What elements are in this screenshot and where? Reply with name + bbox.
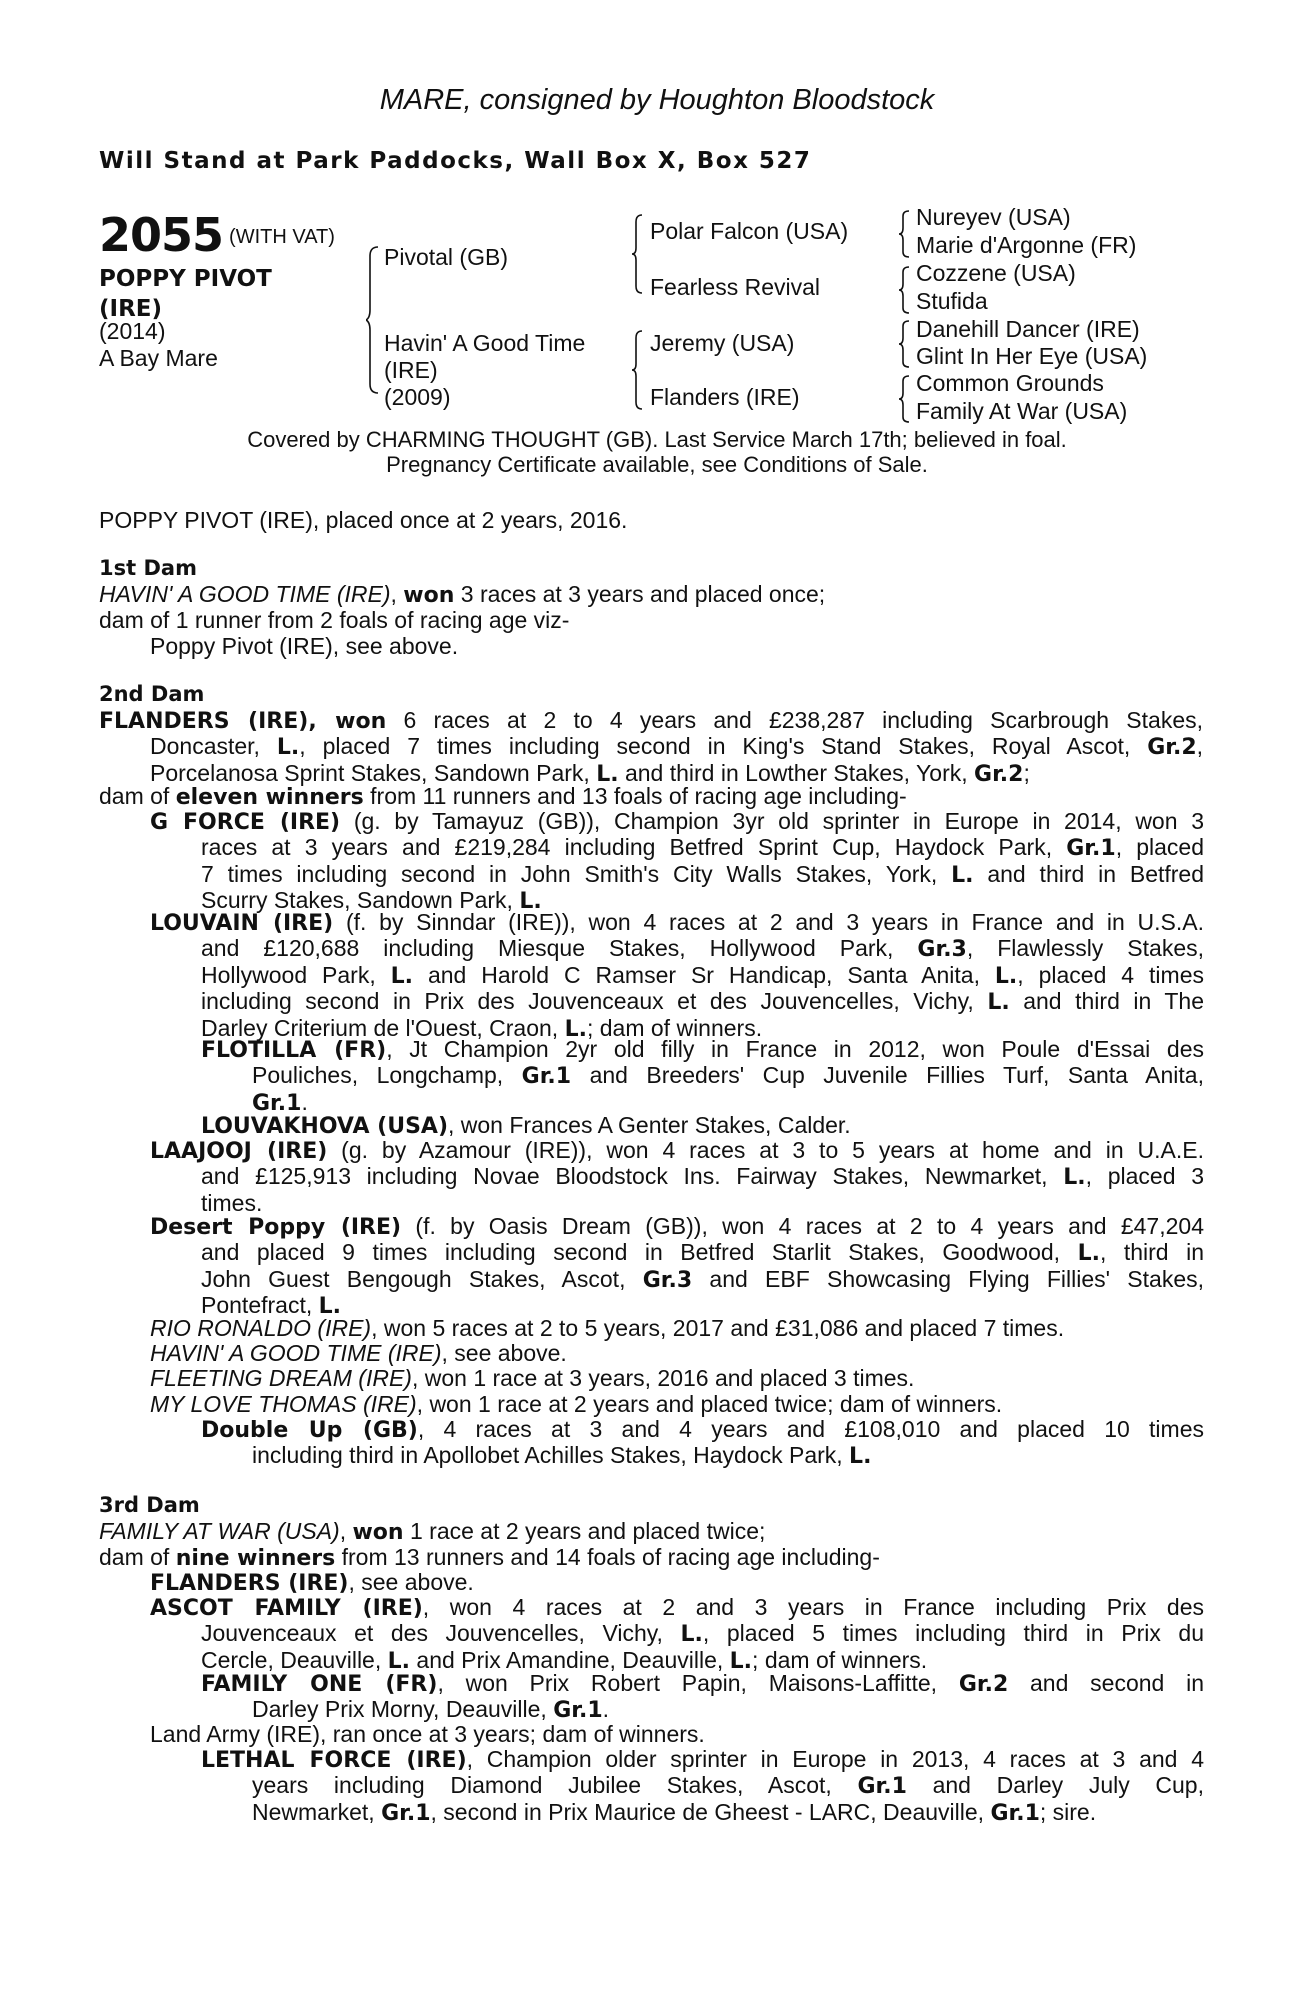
lot-heading: MARE, consigned by Houghton Bloodstock <box>379 84 935 116</box>
lot-number-line <box>99 208 335 262</box>
havin-entry: HAVIN' A GOOD TIME (IRE), see above. <box>150 1340 567 1366</box>
sire-dam: Fearless Revival <box>650 274 820 300</box>
pedigree-brace-sire <box>632 214 644 294</box>
dam-sire: Jeremy (USA) <box>650 330 795 356</box>
pedigree-brace-main <box>366 246 380 394</box>
lot-number: 2055 <box>99 208 224 262</box>
sire-sire: Polar Falcon (USA) <box>650 218 849 244</box>
vat-note: (WITH VAT) <box>229 226 335 248</box>
sire: Pivotal (GB) <box>384 244 508 270</box>
dam-name: Havin' A Good Time (IRE) (2009) <box>384 330 586 410</box>
my-love-thomas-entry: MY LOVE THOMAS (IRE), won 1 race at 2 years and placed twice; dam of winners. <box>150 1391 1003 1417</box>
pedigree-brace-dam <box>632 330 644 410</box>
great-grandsire-1: Nureyev (USA) <box>916 204 1071 230</box>
great-granddam-4: Family At War (USA) <box>916 398 1128 424</box>
first-dam-entry: HAVIN' A GOOD TIME (IRE), won 3 races at 3 years and placed once; dam of 1 runner from 2 foals of racing age viz- Poppy Pivot (IRE), see above. <box>99 581 826 659</box>
great-grandsire-3: Danehill Dancer (IRE) <box>916 316 1140 342</box>
great-grandsire-4: Common Grounds <box>916 370 1104 396</box>
rio-ronaldo-entry: RIO RONALDO (IRE), won 5 races at 2 to 5 years, 2017 and £31,086 and placed 7 times. <box>150 1315 1065 1341</box>
great-grandsire-2: Cozzene (USA) <box>916 260 1076 286</box>
desert-poppy-entry: Desert Poppy (IRE) (f. by Oasis Dream (GB)), won 4 races at 2 to 4 years and £47,204 and placed 9 times including second in Betfred Starlit Stakes, Goodwood, L., third in John Guest Bengough Stakes, Ascot, Gr.3 and EBF Showcasing Flying Fillies' Stakes, Pontefract, L. <box>150 1213 1204 1320</box>
covering-note: Covered by CHARMING THOUGHT (GB). Last Service March 17th; believed in foal. Pregnancy Certificate available, see Conditions of Sale. <box>247 427 1067 477</box>
louvakhova-entry: LOUVAKHOVA (USA), won Frances A Genter Stakes, Calder. <box>201 1112 851 1139</box>
horse-name: POPPY PIVOT (IRE) <box>99 266 272 322</box>
pedigree-brace-ss <box>899 210 911 258</box>
great-granddam-1: Marie d'Argonne (FR) <box>916 232 1137 258</box>
flotilla-entry: FLOTILLA (FR), Jt Champion 2yr old filly in France in 2012, won Poule d'Essai des Pouliches, Longchamp, Gr.1 and Breeders' Cup Juvenile Fillies Turf, Santa Anita, Gr.1. <box>201 1036 1204 1116</box>
fleeting-dream-entry: FLEETING DREAM (IRE), won 1 race at 3 years, 2016 and placed 3 times. <box>150 1365 915 1391</box>
g-force-entry: G FORCE (IRE) (g. by Tamayuz (GB)), Champion 3yr old sprinter in Europe in 2014, won 3 races at 3 years and £219,284 including Betfred Sprint Cup, Haydock Park, Gr.1, placed 7 times including second in John Smith's City Walls Stakes, York, L. and third in Betfred Scurry Stakes, Sandown Park, L. <box>150 808 1205 915</box>
great-granddam-3: Glint In Her Eye (USA) <box>916 343 1148 369</box>
second-dam-heading: 2nd Dam <box>99 682 205 706</box>
family-one-entry: FAMILY ONE (FR), won Prix Robert Papin, Maisons-Laffitte, Gr.2 and second in Darley Prix Morny, Deauville, Gr.1. <box>201 1670 1204 1724</box>
stand-location: Will Stand at Park Paddocks, Wall Box X, Box 527 <box>99 148 812 174</box>
dam-dam: Flanders (IRE) <box>650 384 800 410</box>
lot-summary: POPPY PIVOT (IRE), placed once at 2 years, 2016. <box>99 507 628 533</box>
second-dam-produce: dam of eleven winners from 11 runners and 13 foals of racing age including- <box>99 783 907 810</box>
pedigree-brace-sd <box>899 266 911 314</box>
horse-info <box>99 318 218 372</box>
pedigree-brace-ds <box>899 320 911 368</box>
great-granddam-2: Stufida <box>916 288 988 314</box>
flanders-entry: FLANDERS (IRE), won 6 races at 2 to 4 years and £238,287 including Scarbrough Stakes, Doncaster, L., placed 7 times including second in King's Stand Stakes, Royal Ascot, Gr.2, Porcelanosa Sprint Stakes, Sandown Park, L. and third in Lowther Stakes, York, Gr.2; <box>99 707 1204 787</box>
land-army-entry: Land Army (IRE), ran once at 3 years; dam of winners. <box>150 1721 705 1747</box>
louvain-entry: LOUVAIN (IRE) (f. by Sinndar (IRE)), won 4 races at 2 and 3 years in France and in U.S.A. and £120,688 including Miesque Stakes, Hollywood Park, Gr.3, Flawlessly Stakes, Hollywood Park, L. and Harold C Ramser Sr Handicap, Santa Anita, L., placed 4 times including second in Prix des Jouvenceaux et des Jouvencelles, Vichy, L. and third in The Darley Criterium de l'Ouest, Craon, L.; dam of winners. <box>150 909 1204 1042</box>
double-up-entry: Double Up (GB), 4 races at 3 and 4 years and £108,010 and placed 10 times including third in Apollobet Achilles Stakes, Haydock Park, L. <box>201 1416 1204 1470</box>
third-dam-entry: FAMILY AT WAR (USA), won 1 race at 2 years and placed twice; dam of nine winners from 13 runners and 14 foals of racing age including- <box>99 1518 880 1572</box>
third-dam-heading: 3rd Dam <box>99 1493 200 1517</box>
flanders-see-above: FLANDERS (IRE), see above. <box>150 1569 474 1596</box>
pedigree-brace-dd <box>899 375 911 423</box>
lethal-force-entry: LETHAL FORCE (IRE), Champion older sprinter in Europe in 2013, 4 races at 3 and 4 years including Diamond Jubilee Stakes, Ascot, Gr.1 and Darley July Cup, Newmarket, Gr.1, second in Prix Maurice de Gheest - LARC, Deauville, Gr.1; sire. <box>201 1746 1204 1826</box>
first-dam-heading: 1st Dam <box>99 556 197 580</box>
foal-year: (2014) <box>99 318 166 344</box>
ascot-family-entry: ASCOT FAMILY (IRE), won 4 races at 2 and 3 years in France including Prix des Jouvenceaux et des Jouvencelles, Vichy, L., placed 5 times including third in Prix du Cercle, Deauville, L. and Prix Amandine, Deauville, L.; dam of winners. <box>150 1594 1205 1674</box>
laajooj-entry: LAAJOOJ (IRE) (g. by Azamour (IRE)), won 4 races at 3 to 5 years at home and in U.A.E. and £125,913 including Novae Bloodstock Ins. Fairway Stakes, Newmarket, L., placed 3 times. <box>150 1137 1204 1216</box>
horse-description: A Bay Mare <box>99 345 218 371</box>
